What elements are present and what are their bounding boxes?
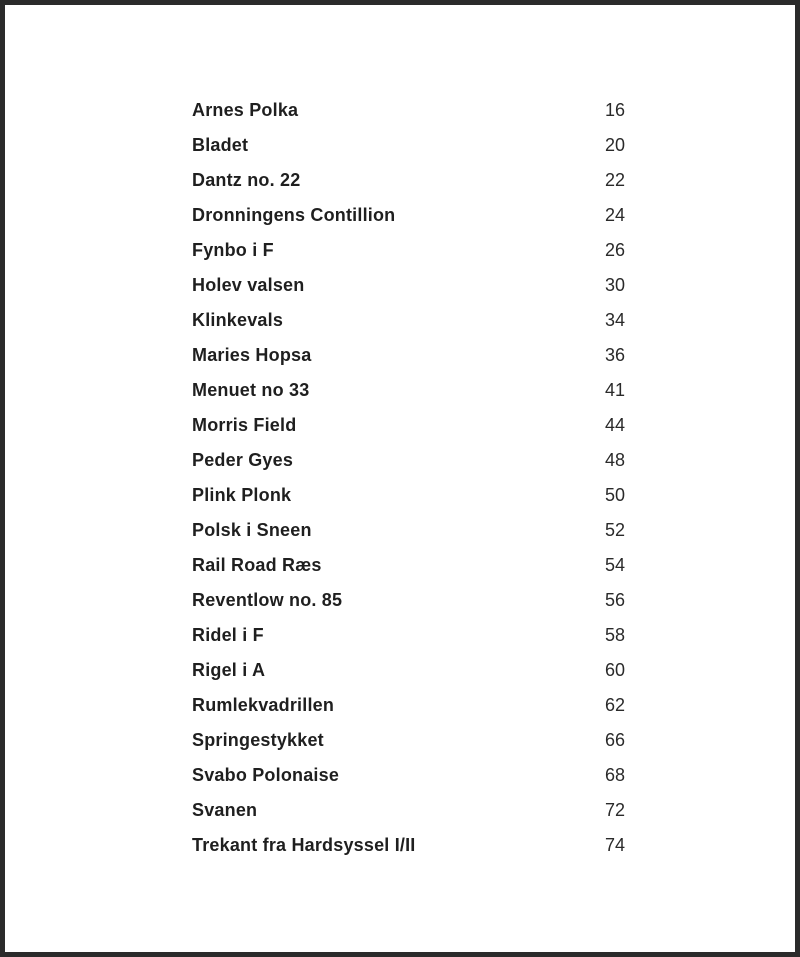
toc-entry-page-number: 22 [604, 170, 625, 190]
toc-entry-page-number: 74 [604, 835, 625, 855]
toc-entry-title: Svanen [192, 800, 258, 820]
toc-entry-page-number: 72 [604, 800, 625, 820]
toc-entry [192, 688, 625, 723]
toc-entry-title: Holev valsen [192, 275, 305, 295]
toc-entry [192, 548, 625, 583]
toc-entry-title: Reventlow no. 85 [192, 590, 343, 610]
toc-list [192, 93, 625, 863]
toc-entry-title: Polsk i Sneen [192, 520, 312, 540]
toc-entry [192, 338, 625, 373]
toc-entry-page-number: 54 [604, 555, 625, 575]
toc-entry [192, 583, 625, 618]
toc-entry [192, 478, 625, 513]
toc-entry [192, 163, 625, 198]
toc-entry-page-number: 16 [604, 100, 625, 120]
toc-entry [192, 828, 625, 863]
toc-entry-title: Springestykket [192, 730, 324, 750]
toc-entry [192, 93, 625, 128]
toc-entry-page-number: 24 [604, 205, 625, 225]
toc-entry [192, 303, 625, 338]
toc-entry [192, 653, 625, 688]
toc-entry [192, 408, 625, 443]
toc-entry [192, 373, 625, 408]
toc-entry-title: Morris Field [192, 415, 297, 435]
toc-entry-title: Menuet no 33 [192, 380, 310, 400]
toc-entry [192, 233, 625, 268]
toc-entry-title: Dronningens Contillion [192, 205, 396, 225]
toc-entry [192, 723, 625, 758]
toc-entry [192, 793, 625, 828]
toc-entry-title: Maries Hopsa [192, 345, 312, 365]
toc-entry [192, 758, 625, 793]
toc-entry-page-number: 30 [604, 275, 625, 295]
toc-entry-title: Peder Gyes [192, 450, 294, 470]
toc-entry-title: Trekant fra Hardsyssel I/II [192, 835, 416, 855]
toc-entry-page-number: 60 [604, 660, 625, 680]
toc-entry-title: Svabo Polonaise [192, 765, 340, 785]
toc-entry-page-number: 20 [604, 135, 625, 155]
toc-entry [192, 268, 625, 303]
toc-entry-title: Ridel i F [192, 625, 264, 645]
toc-entry-page-number: 36 [604, 345, 625, 365]
toc-entry-page-number: 48 [604, 450, 625, 470]
toc-entry [192, 513, 625, 548]
toc-entry-page-number: 41 [604, 380, 625, 400]
toc-entry-page-number: 34 [604, 310, 625, 330]
toc-entry-title: Rigel i A [192, 660, 266, 680]
toc-entry-title: Arnes Polka [192, 100, 299, 120]
toc-entry [192, 443, 625, 478]
toc-entry-page-number: 50 [604, 485, 625, 505]
toc-entry-title: Bladet [192, 135, 249, 155]
toc-entry-title: Rumlekvadrillen [192, 695, 335, 715]
toc-entry-page-number: 68 [604, 765, 625, 785]
toc-entry-page-number: 44 [604, 415, 625, 435]
toc-entry-page-number: 26 [604, 240, 625, 260]
toc-entry-page-number: 52 [604, 520, 625, 540]
toc-entry [192, 128, 625, 163]
toc-entry-title: Klinkevals [192, 310, 284, 330]
toc-entry-title: Plink Plonk [192, 485, 292, 505]
toc-entry-title: Fynbo i F [192, 240, 274, 260]
toc-entry-page-number: 58 [604, 625, 625, 645]
toc-entry-title: Dantz no. 22 [192, 170, 301, 190]
toc-entry [192, 618, 625, 653]
toc-entry-page-number: 56 [604, 590, 625, 610]
toc-entry-page-number: 62 [604, 695, 625, 715]
toc-entry-title: Rail Road Ræs [192, 555, 322, 575]
toc-entry [192, 198, 625, 233]
toc-entry-page-number: 66 [604, 730, 625, 750]
